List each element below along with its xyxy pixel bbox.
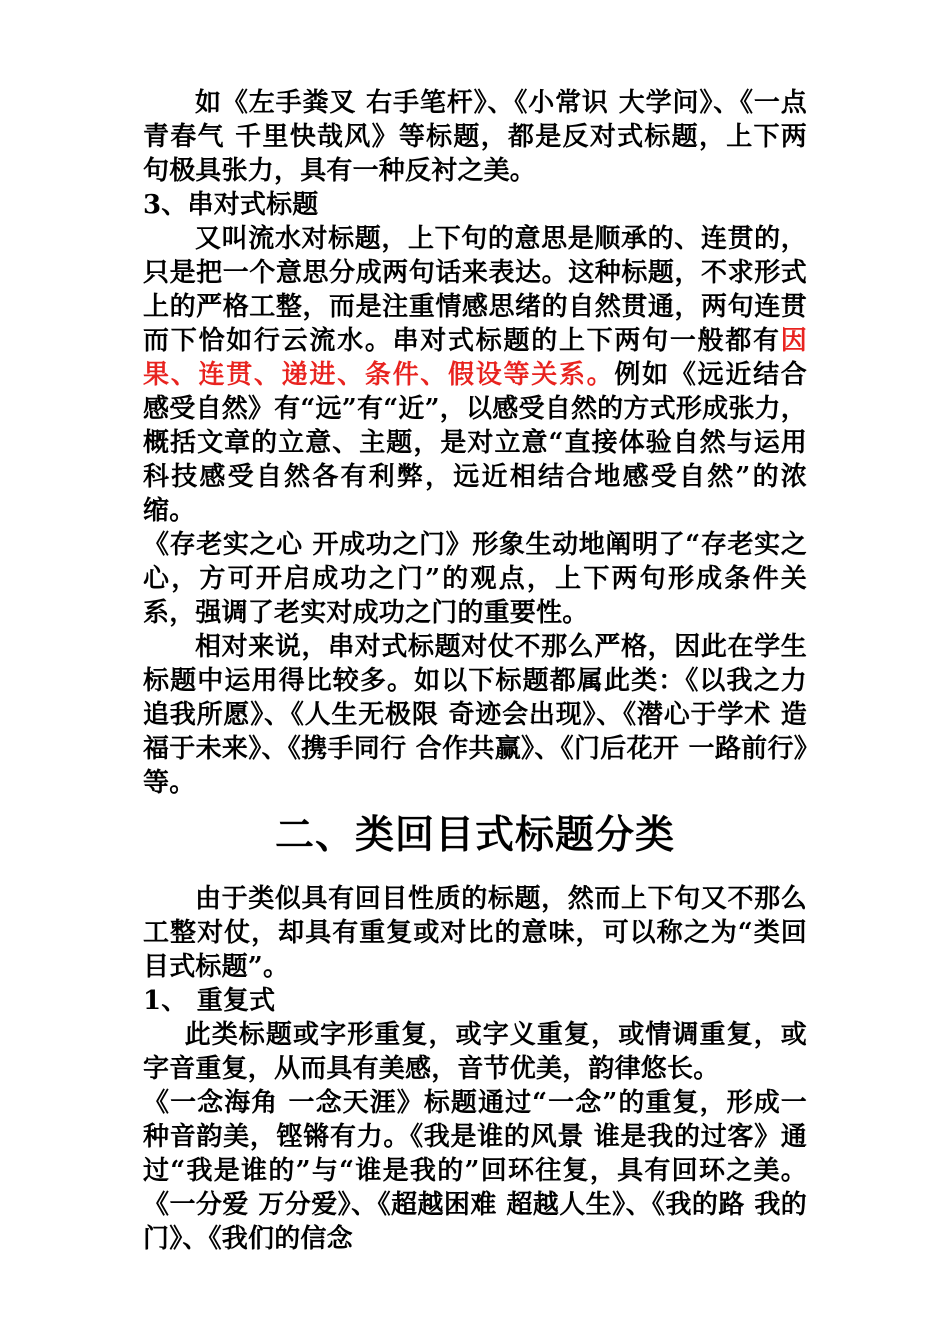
paragraph-repetition-examples: 《一念海角 一念天涯》标题通过“一念”的重复，形成一种音韵美，铿锵有力。《我是谁的风景 谁是我的过客》通过“我是谁的”与“谁是我的”回环往复，具有回环之美。《一分爱 万分爱》、《超越困难 超越人生》、《我的路 我的门》、《我们的信念 — [143, 1088, 807, 1254]
heading-repetition-type: 1、 重复式 — [143, 986, 276, 1016]
highlighted-relations: 因果、连贯、递进、条件、假设等关系。 — [143, 326, 807, 390]
paragraph-quasi-chapter-definition: 由于类似具有回目性质的标题，然而上下句又不那么工整对仗，却具有重复或对比的意味，可以称之为“类回目式标题”。 — [143, 884, 807, 982]
paragraph-honesty-example: 《存老实之心 开成功之门》形象生动地阐明了“存老实之心，方可开启成功之门”的观点，上下两句形成条件关系，强调了老实对成功之门的重要性。 — [143, 530, 807, 628]
paragraph-serial-pair-definition — [143, 222, 807, 528]
paragraph-contrast-examples: 如《左手粪叉 右手笔杆》、《小常识 大学问》、《一点青春气 千里快哉风》等标题，都是反对式标题，上下两句极具张力，具有一种反衬之美。 — [143, 88, 807, 186]
paragraph-serial-pair-text: 又叫流水对标题，上下句的意思是顺承的、连贯的，只是把一个意思分成两句话来表达。这种标题，不求形式上的严格工整，而是注重情感思绪的自然贯通，两句连贯而下恰如行云流水。串对式标题的上下两句一般都有 — [143, 224, 807, 356]
paragraph-student-titles: 相对来说，串对式标题对仗不那么严格，因此在学生标题中运用得比较多。如以下标题都属此类：《以我之力 追我所愿》、《人生无极限 奇迹会出现》、《潜心于学术 造福于未来》、《携手同行 合作共赢》、《门后花开 一路前行》等。 — [143, 632, 807, 798]
document-body — [143, 86, 807, 1256]
paragraph-repetition-description: 此类标题或字形重复，或字义重复，或情调重复，或字音重复，从而具有美感，音节优美，韵律悠长。 — [143, 1020, 807, 1084]
paragraph-serial-pair-example: 例如《远近结合 感受自然》有“远”有“近”，以感受自然的方式形成张力，概括文章的立意、主题，是对立意“直接体验自然与运用科技感受自然各有利弊，远近相结合地感受自然”的浓缩。 — [143, 360, 808, 526]
heading-serial-pair-titles: 3、串对式标题 — [143, 190, 319, 220]
section-title: 二、类回目式标题分类 — [274, 813, 675, 858]
